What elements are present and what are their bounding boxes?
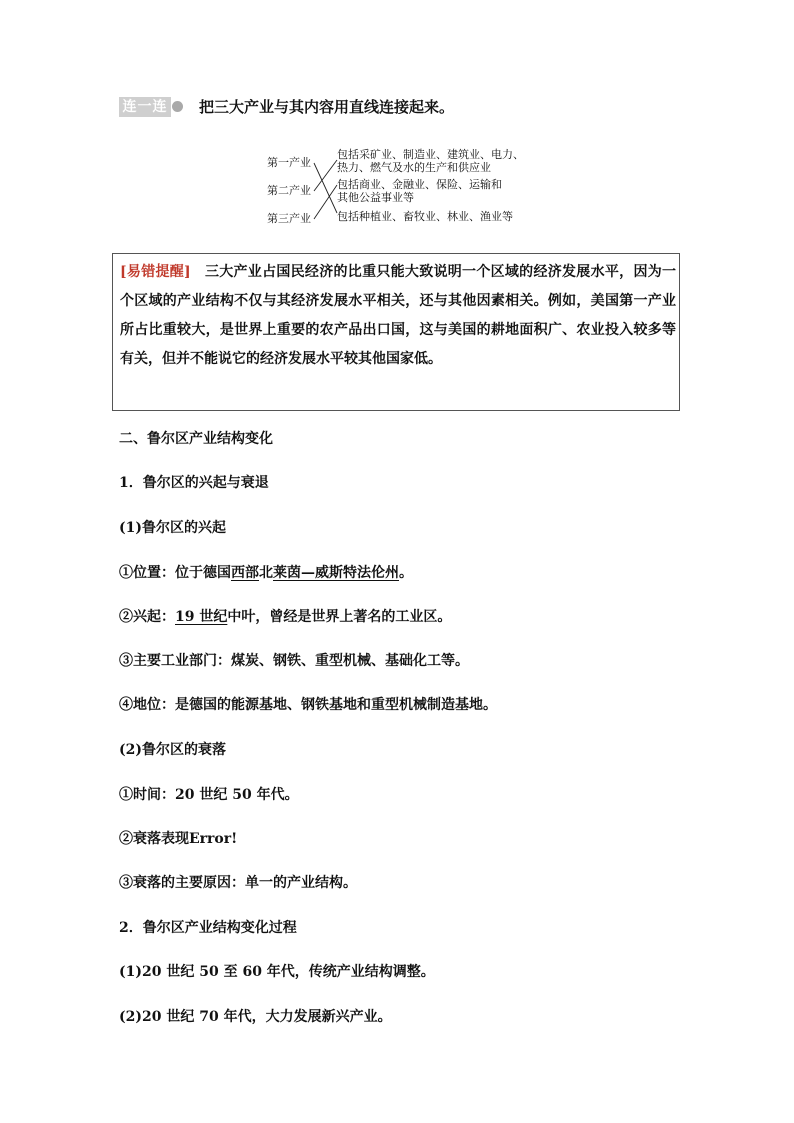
tip-text: 三大产业占国民经济的比重只能大致说明一个区域的经济发展水平，因为一个区域的产业结构不仅与其经济发展水平相关，还与其他因素相关。例如，美国第一产业所占比重较大，是世界上重要的农产品出口国，这与美国的耕地面积广、农业投入较多等有关，但并不能说它的经济发展水平较其他国家低。 <box>120 264 677 367</box>
sectors-line: ③主要工业部门：煤炭、钢铁、重型机械、基础化工等。 <box>119 653 469 669</box>
lianlian-tag: 连一连 <box>119 97 171 117</box>
line-tertiary-to-services <box>314 185 337 219</box>
subsection-2-title: 2．鲁尔区产业结构变化过程 <box>119 920 297 936</box>
location-suffix: 。 <box>399 565 413 581</box>
rise-title: (1)鲁尔区的兴起 <box>119 520 226 536</box>
rise-line <box>119 607 451 627</box>
decline-time: ①时间：20 世纪 50 年代。 <box>119 787 299 803</box>
industry-primary: 第一产业 <box>267 156 311 169</box>
matching-lines <box>310 148 340 228</box>
content-industry-line2: 热力、燃气及水的生产和供应业 <box>337 161 491 174</box>
location-answer-state: 莱茵—威斯特法伦州 <box>273 565 399 581</box>
location-prefix: ①位置：位于德国 <box>119 565 231 581</box>
location-line <box>119 563 413 583</box>
industry-tertiary: 第三产业 <box>267 212 311 225</box>
subsection-1-title: 1．鲁尔区的兴起与衰退 <box>119 475 269 491</box>
location-mid: 北 <box>259 565 273 581</box>
decline-title: (2)鲁尔区的衰落 <box>119 742 226 758</box>
status-line: ④地位：是德国的能源基地、钢铁基地和重型机械制造基地。 <box>119 697 497 713</box>
bullet-dot-icon <box>172 101 183 112</box>
process-step-1: (1)20 世纪 50 至 60 年代，传统产业结构调整。 <box>119 964 435 980</box>
connect-instruction: 把三大产业与其内容用直线连接起来。 <box>199 98 455 116</box>
section-title: 二、鲁尔区产业结构变化 <box>119 431 273 447</box>
rise-answer-century: 19 世纪 <box>175 609 228 625</box>
process-step-2: (2)20 世纪 70 年代，大力发展新兴产业。 <box>119 1009 392 1025</box>
error-tip-box <box>112 253 680 411</box>
tip-paragraph <box>120 258 676 374</box>
content-services-line2: 其他公益事业等 <box>337 191 414 204</box>
decline-performance: ②衰落表现Error! <box>119 831 238 847</box>
line-primary-to-farming <box>314 163 337 213</box>
content-industry-line1: 包括采矿业、制造业、建筑业、电力、 <box>337 148 524 161</box>
industry-secondary: 第二产业 <box>267 184 311 197</box>
decline-cause: ③衰落的主要原因：单一的产业结构。 <box>119 875 357 891</box>
content-services-line1: 包括商业、金融业、保险、运输和 <box>337 178 502 191</box>
tip-tag: [易错提醒] <box>120 264 191 280</box>
rise-suffix: 中叶，曾经是世界上著名的工业区。 <box>227 609 452 625</box>
rise-prefix: ②兴起： <box>119 609 175 625</box>
line-secondary-to-industry <box>314 160 337 191</box>
location-answer-west: 西部 <box>231 565 259 581</box>
content-farming: 包括种植业、畜牧业、林业、渔业等 <box>337 210 513 223</box>
